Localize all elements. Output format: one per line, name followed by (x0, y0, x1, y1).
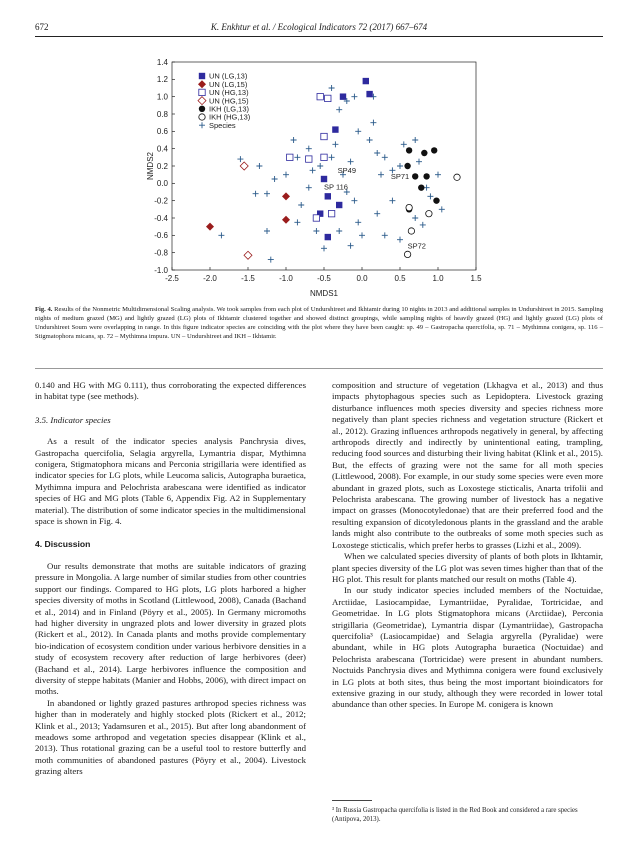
data-point (355, 128, 361, 134)
legend-marker (198, 80, 206, 88)
data-point (336, 228, 342, 234)
y-tick-label: 0.2 (156, 161, 168, 171)
legend-marker (199, 114, 205, 120)
legend-marker (199, 89, 205, 95)
data-point (378, 172, 384, 178)
data-point (321, 245, 327, 251)
data-point (421, 150, 427, 156)
data-point (287, 154, 293, 160)
paragraph: In our study indicator species included members of the Noctuidae, Arctiidae, Lasiocampidae, Lymantriidae, Pyralidae, Tortricidae, and Geometridae. In LG plots Stigmatophora micans (Arctiidae), Perconia strigillaria (Geometridae), Lymantria dispar (Lymantriidae), Gastropacha quercifolia³ (Lasiocampidae) and Selagia argyrella (Pyralidae) were abundant, while in HG plots Autographa buraetica (Noctuidae) and Pelochrista arabescana (Tortricidae) were present in abundant numbers. Noctuids Panchrysia dives and Mythimna conigera were found exclusively in LG plots at both sites, thus being the most important bioindicators for extensive grazing in our study, although they were recorded in lower total abundance than other species. In Europe M. conigera is known (332, 585, 603, 710)
data-point (321, 154, 327, 160)
data-point (268, 257, 274, 263)
data-point (282, 216, 290, 224)
data-point (294, 219, 300, 225)
data-point (374, 211, 380, 217)
data-point (321, 176, 327, 182)
y-tick-label: -0.8 (154, 248, 168, 258)
data-point (313, 228, 319, 234)
data-point (423, 173, 429, 179)
x-axis-label: NMDS1 (309, 289, 339, 298)
page-number: 672 (35, 22, 49, 32)
journal-citation: K. Enkhtur et al. / Ecological Indicators 72 (2017) 667–674 (210, 22, 428, 32)
y-tick-label: 0.0 (156, 179, 168, 189)
data-point (244, 251, 252, 259)
data-point (317, 93, 323, 99)
x-tick-label: -2.0 (203, 274, 217, 283)
data-point (325, 234, 331, 240)
data-point (424, 185, 430, 191)
data-point (433, 197, 439, 203)
data-point (363, 78, 369, 84)
legend-entry: IKH (LG,13) (209, 104, 250, 114)
paragraph: composition and structure of vegetation (Lkhagva et al., 2013) and thus impacts phytophagous species such as Lepidoptera. Livestock grazing disturbance influences moth species diversity and species richness more negatively than plant species richness and vegetation structure (Rickert et al., 2012). Grazing influences arthropods negatively in general, by affecting arthropods directly and indirectly by unintentional eating, trampling, reducing food sources and disturbing their living habitat (Klink et al., 2015). But, the effects of grazing were not the same for all moth species (Littlewood, 2008). For example, in our study some species were even more abundant in grazed plots, such as Loxostege sticticalis, Anarta trifolii and Pelochrista arabescana. The growing number of livestock has a negative impact on grasses (Monocotyledonae) that are their preferred food and the resulting expansion of dicotyledonous plants in the grassland and the arable lands might also contribute to the outbreaks of some moth species such as Loxostege sticticalis, which prefer herbs to grasses (Lizhi et al., 2009). (332, 380, 603, 550)
data-point (218, 232, 224, 238)
data-point (332, 126, 338, 132)
y-tick-label: 1.0 (156, 92, 168, 102)
y-tick-label: -1.0 (154, 265, 168, 275)
data-point (282, 192, 290, 200)
data-point (397, 163, 403, 169)
point-annotation: SP72 (407, 241, 426, 251)
y-tick-label: 0.8 (156, 109, 168, 119)
data-point (253, 191, 259, 197)
x-tick-label: 1.5 (470, 274, 482, 283)
footnote-rule (332, 800, 372, 801)
legend (198, 72, 251, 130)
data-point (291, 137, 297, 143)
x-tick-label: -0.5 (317, 274, 331, 283)
data-point (325, 193, 331, 199)
data-point (404, 163, 410, 169)
data-point (328, 210, 334, 216)
legend-marker (199, 122, 205, 128)
data-point (404, 251, 410, 257)
data-point (406, 204, 412, 210)
caption-rule (35, 368, 603, 369)
paragraph: Our results demonstrate that moths are suitable indicators of grazing pressure in Mongolia. A large number of similar studies from other countries support our findings. Compared to HG plots, LG plots harbored a higher species diversity of moths in Scotland (Littlewood, 2008), Canada (Bachand et al., 2014) and in Finland (Pöyry et al., 2005). In Germany micromoths had higher diversity in ungrazed plots and lower diversity in grazed plots (Rickert et al., 2012). In Canada plants and moths provide complementary bio-indication of ecosystem condition under various herbivore densities in a study of ecosystem recovery after reduction of large herbivores (deer) (Bachand et al., 2014). Large herbivores influence the composition and diversity of steppe habitats (Manier and Hobbs, 2006), with direct impact on moths. (35, 560, 306, 697)
legend-marker (199, 73, 205, 79)
y-tick-label: -0.4 (154, 213, 168, 223)
data-point (336, 107, 342, 113)
y-tick-label: -0.6 (154, 231, 168, 241)
data-point (439, 206, 445, 212)
paragraph: When we calculated species diversity of plants of both plots in Ikhtamir, plant species diversity of the LG plot was seven times higher than that of the HG plot. This result for plants matched our result on moths (Table 4). (332, 551, 603, 584)
point-annotation: SP71 (390, 172, 410, 181)
paragraph: In abandoned or lightly grazed pastures arthropod species richness was higher than in moderately and highly stocked plots (Rickert et al., 2012; Klink et al., 2013; Yadamsuren et al., 2015). But after long abandonment of meadows some arthropod and vegetation species disappear (Klink et al., 2013). Thus rotational grazing can be a useful tool to restore butterfly and moth communities of abandoned pastures (Pöyry et al., 2004). Livestock grazing alters (35, 697, 306, 777)
data-point (321, 133, 327, 139)
legend-marker (198, 97, 206, 105)
data-point (306, 156, 312, 162)
data-point (382, 232, 388, 238)
y-tick-label: 1.4 (156, 57, 168, 67)
legend-entry: UN (HG,15) (209, 96, 249, 106)
x-tick-label: -1.0 (279, 274, 293, 283)
data-point (329, 85, 335, 91)
data-point (367, 137, 373, 143)
data-point (264, 228, 270, 234)
data-point (370, 120, 376, 126)
data-point (298, 202, 304, 208)
footnote: ³ In Russia Gastropacha quercifolia is listed in the Red Book and considered a rare species (Antipova, 2013). (332, 807, 578, 823)
data-point (431, 147, 437, 153)
caption-text: Results of the Nonmetric Multidimensional Scaling analysis. We took samples from each plot of Undurshireet and Ikhtamir during 10 nights in 2013 and additional samples in Undurshireet in 2015. Sampling nights of medium grazed (MG) and lightly grazed (LG) plots of Ikhtamir clustered together and showed distinct groupings, while sampling nights of heavily grazed (HG) and lightly grazed (LG) plots of Undurshireet Soum were overlapping in range. In this figure indicator species are coinciding with the plot where they have been caught: sp. 49 – Gastropacha quercifolia, sp. 71 – Mythimna conigera, sp. 116 – Stigmatophora micans, sp. 72 – Mythimna impura. UN – Undurshireet and IKH – Ikhtamir. (35, 306, 603, 340)
data-point (325, 95, 331, 101)
x-tick-label: 1.0 (432, 274, 444, 283)
x-tick-label: 0.0 (356, 274, 368, 283)
data-point (306, 185, 312, 191)
data-point (206, 223, 214, 231)
data-point (351, 94, 357, 100)
data-point (366, 91, 372, 97)
data-point (256, 163, 262, 169)
data-point (272, 176, 278, 182)
data-point (329, 154, 335, 160)
data-point (382, 154, 388, 160)
y-tick-label: 0.6 (156, 127, 168, 137)
data-point (240, 162, 248, 170)
data-point (427, 193, 433, 199)
data-point (412, 137, 418, 143)
data-point (264, 191, 270, 197)
y-tick-label: 0.4 (156, 144, 168, 154)
data-point (340, 93, 346, 99)
data-point (317, 163, 323, 169)
left-column (35, 380, 306, 778)
legend-entry: IKH (HG,13) (209, 112, 251, 122)
figure-caption (35, 305, 603, 341)
y-tick-label: 1.2 (156, 75, 168, 85)
data-point (336, 202, 342, 208)
data-point (348, 159, 354, 165)
data-point (408, 228, 414, 234)
paragraph: 0.140 and HG with MG 0.111), thus corroborating the expected differences in habitat type (see methods). (35, 380, 306, 402)
data-point (283, 172, 289, 178)
data-point (374, 150, 380, 156)
data-point (412, 173, 418, 179)
data-point (435, 172, 441, 178)
data-point (418, 184, 424, 190)
data-point (348, 243, 354, 249)
y-tick-label: -0.2 (154, 196, 168, 206)
data-point (332, 141, 338, 147)
legend-entry: UN (HG,13) (209, 88, 249, 98)
data-point (351, 198, 357, 204)
right-column (332, 380, 603, 711)
x-tick-label: -1.5 (241, 274, 255, 283)
data-point (355, 219, 361, 225)
data-point (426, 210, 432, 216)
section-heading: 4. Discussion (35, 539, 91, 550)
legend-marker (199, 106, 205, 112)
data-point (237, 156, 243, 162)
data-point (359, 232, 365, 238)
data-point (454, 174, 460, 180)
data-point (416, 159, 422, 165)
data-point (294, 154, 300, 160)
data-point (389, 198, 395, 204)
x-tick-label: -2.5 (165, 274, 179, 283)
x-tick-label: 0.5 (394, 274, 406, 283)
paragraph: As a result of the indicator species analysis Panchrysia dives, Gastropacha quercifolia, Selagia argyrella, Lymantria dispar, Mythimna conigera, Stigmatophora micans and Perconia strigillaria were identified as indicator species for LG plots, while Leucoma salicis, Autographa buraetica, Mythimna impura and Pelochrista arabescana were identified as indicator species of HG and MG plots (Table 6, Appendix Fig. A2 in Supplementary material). The distribution of some indicator species in the multidimensional space is shown in Fig. 4. (35, 436, 306, 527)
caption-label: Fig. 4. (35, 306, 53, 313)
data-point (306, 146, 312, 152)
legend-entry: UN (LG,15) (209, 79, 248, 89)
point-annotation: SP49 (337, 165, 357, 175)
point-annotation: SP 116 (324, 182, 348, 192)
data-point (313, 215, 319, 221)
nmds-scatter-figure (0, 0, 638, 300)
subsection-heading: 3.5. Indicator species (35, 414, 111, 425)
data-point (406, 147, 412, 153)
y-axis-label: NMDS2 (146, 151, 155, 181)
legend-entry: UN (LG,13) (209, 71, 248, 81)
data-point (310, 167, 316, 173)
legend-entry: Species (209, 120, 236, 130)
data-point (412, 215, 418, 221)
data-point (397, 237, 403, 243)
data-point (420, 222, 426, 228)
data-point (401, 141, 407, 147)
